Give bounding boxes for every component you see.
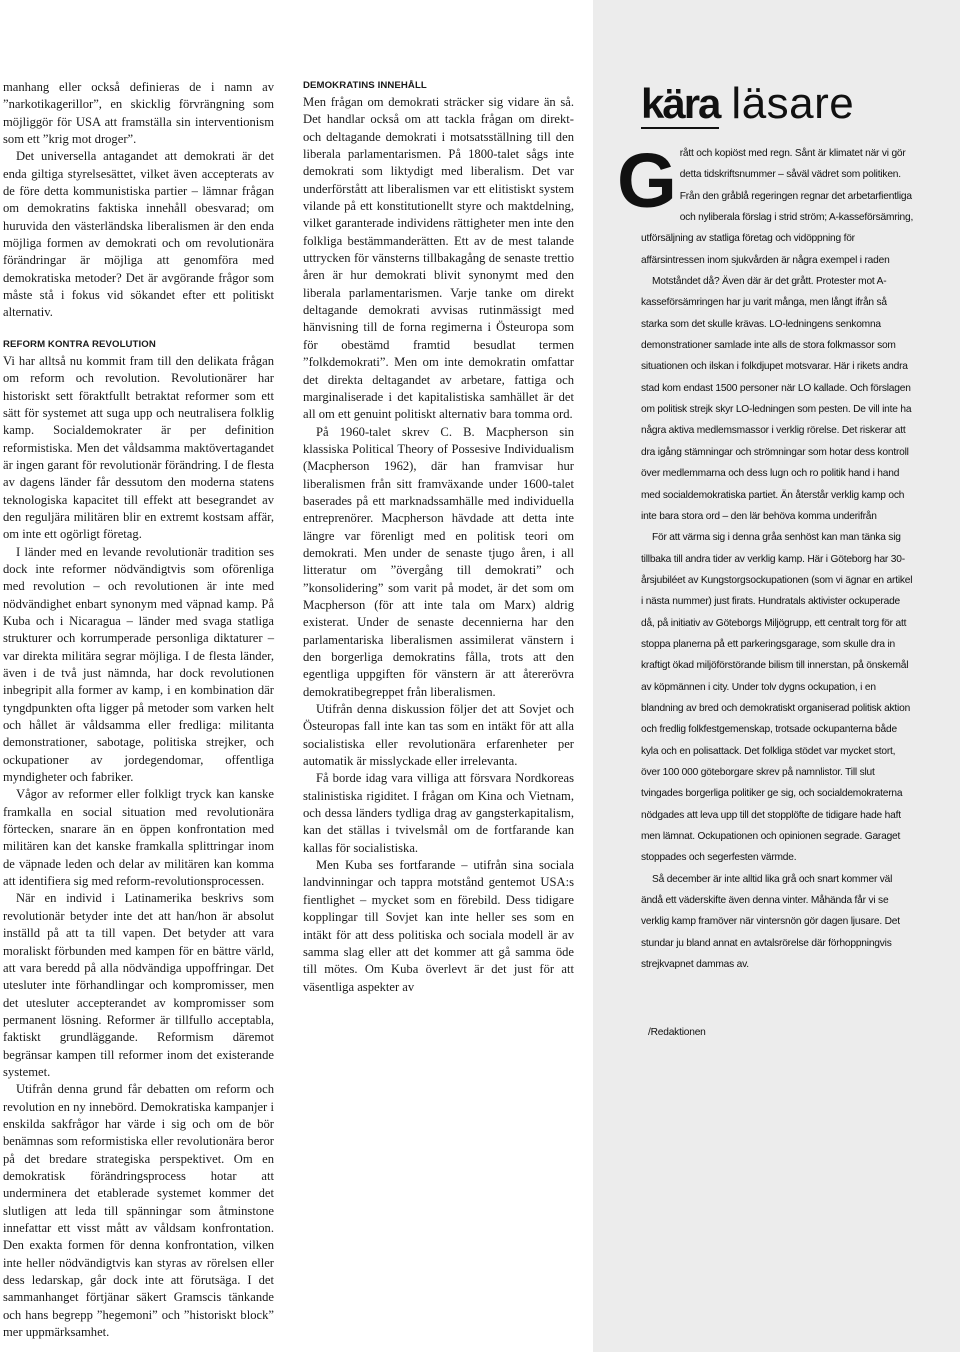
article-paragraph: Utifrån denna diskussion följer det att Sovjet och Östeuropas fall inte kan tas som en intäkt för att alla socialistiska eller revolutionära erfarenheter per automatik är misslyckade eller irrelevanta. — [303, 702, 574, 769]
article-paragraph: På 1960-talet skrev C. B. Macpherson sin klassiska Political Theory of Possesive Individualism (Macpherson 1962), där han framvisar hur liberalismen från sitt framväxande under 1600-talet baserades på ett marknadssamhälle med individuella entreprenörer. Macpherson hävdade att detta inte längre var förenligt med en politisk teori om demokrati. Men under de senaste tjugo åren, i all litteratur om ”övergång till demokrati” och ”konsolidering” som varit på modet, är det som om Macpherson (för att inte tala om Marx) aldrig existerat. Under de senaste decennierna har den parlamentariska liberalismen assimilerat vänstern i den borgerliga demokratins fålla, trots att den egentliga uppgiften för vänstern är att återerövra demokratibegreppet från liberalismen. — [303, 424, 574, 699]
drop-cap: G — [617, 138, 677, 224]
editorial-signature: /Redaktionen — [648, 1027, 706, 1039]
editorial-paragraph: För att värma sig i denna gråa senhöst kan man tänka sig tillbaka till andra tider av verklig kamp. Här i Göteborg har 30-årsjubiléet av Kungstorgsockupationen (som vi ägnar en artikel i nästa nummer) just firats. Hundratals aktivister ockuperade då, på initiativ av Göteborgs Miljögrupp, ett centralt torg för att stoppa planerna på ett parkeringsgarage, som skulle dra in kraftigt ökad miljöförstörande bilism till innerstan, på önskemål av köpmännen i city. Under tolv dygns ockupation, i en blandning av bred och demokratiskt organiserad politisk aktion och fredlig folkfestgemenskap, trotsade ockupanterna både kyla och en polisattack. Det folkliga stödet var mycket stort, över 100 000 göteborgare skrev på namnlistor. Till slut tvingades borgerliga politiker ge sig, och socialdemokraterna nödgades att leva upp till det stopplöfte de tidigare hade haft men lämnat. Ockupationen och opinionen segrade. Garaget stoppades och segerfesten värmde. — [641, 532, 913, 864]
article-paragraph: Få borde idag vara villiga att försvara Nordkoreas stalinistiska rigiditet. I frågan om Kina och Vietnam, och dessa länders tydliga drag av gangsterkapitalism, kan det ställas i tvivelsmål om de fortfarande kan kallas för socialistiska. — [303, 771, 574, 855]
editorial-paragraph: Så december är inte alltid lika grå och snart kommer väl ändå ett väderskifte även denna vinter. Måhända får vi se verklig kamp framöver när vintersnön gör dagen ljusare. Det stundar ju bland annat en avtalsrörelse där förhoppningvis strejkvapnet dammas av. — [641, 873, 900, 971]
article-column-1 — [3, 79, 274, 1341]
article-paragraph: manhang eller också definieras de i namn av ”narkotikagerillor”, en skicklig förvrängning som möjliggör för USA att framställa sin interventionism som ett ”krig mot droger”. — [3, 80, 274, 147]
editorial-first-paragraph — [617, 138, 914, 271]
article-paragraph: Men frågan om demokrati sträcker sig vidare än så. Det handlar också om att tackla frågan om direkt- och deltagande demokrati i motsatsställning till den liberala parlamentarismen. På 1800-talet sågs inte demokrati som liktydigt med liberalism. Det var underförstått att liberalismen var ett elitistiskt system vilande på ett konstitutionellt styre och maktdelning, vilket garanterade individens rättigheter men inte den folkliga bestämmanderätten. Ett av de mest talande uttrycken för vänsterns tillbakagång de senaste trettio åren är hur demokrati blivit synonymt med den liberala parlamentarismen. Varje tanke om direkt deltagande demokrati avvisas rutinmässigt med hänvisning till de forna regimerna i Östeuropa som för obestämd framtid besudlat termen ”folkdemokrati”. Men om inte demokratin omfattar det direkta deltagandet av arbetare, fattiga och marginaliserade i det kapitalistiska samhället är det all om ett genuint politiskt alternativ bara tomma ord. — [303, 95, 574, 422]
article-column-2 — [303, 79, 574, 996]
article-paragraph: Vi har alltså nu kommit fram till den delikata frågan om reform och revolution. Revolutionärer har historiskt sett föraktfullt betraktat reformer som ett sätt för systemet att suga upp och neutralisera folklig kamp. Socialdemokrater är per definition reformistiska. Men det våldsamma maktövertagandet är ingen garant för revolutionär förändring. I de flesta av dagens länder får dessutom den moderna statens teknologiska kapacitet till effekt att besegrandet av den reguljära militären blir en extremt kostsam affär, om inte ett ogörligt företag. — [3, 353, 274, 542]
article-paragraph: När en individ i Latinamerika beskrivs som revolutionär betyder inte det att han/hon är absolut inställd på att ta till vapen. Det betyder att vara moraliskt förbunden med kampen för en bättre värld, att vara beredd på alla nödvändiga uppoffringar. Det utesluter inte förhandlingar och kompromisser, men det utesluter accepterandet av kompromisser som permanent lösning. Reformer är tillfullo acceptabla, faktiskt grundläggande. Reformism däremot begränsar kampen till reformer inom det existerande systemet. — [3, 891, 274, 1079]
editorial-sidebar — [617, 79, 914, 1044]
article-paragraph: Det universella antagandet att demokrati är det enda giltiga styrelsesättet, vilket även accepterats av de före detta kommunistiska partier – lämnar frågan om demokratins faktiska innehåll obesvarad; om huruvida den västerländska liberalismen är den enda möjliga formen av demokrati och om revolutionära förändringar är möjliga att genomföra med demokratiska metoder? Det är avgörande frågor som måste stå i fokus vid sökandet efter ett politiskt alternativ. — [3, 149, 274, 320]
masthead-light: läsare — [731, 79, 855, 128]
article-paragraph: I länder med en levande revolutionär tradition ses dock inte reformer nödvändigtvis som oförenliga med revolution – och revolutionen är inte med nödvändighet enbart synonym med väpnad kamp. På Kuba och i Nicaragua – länder med svaga statliga strukturer och korrumperade personliga diktaturer – var direkta militära segrar möjliga. I de flesta länder, även i de två just nämnda, har dock revolutionen inbegripit alla former av kamp, i en kombination där tyngdpunkten ofta ligger på metoder som varken helt och hållet är våldsamma eller fredliga: militanta demonstrationer, sabotage, politiska strejker, och ockupationer av jordegendomar, offentliga myndigheter och fabriker. — [3, 544, 274, 785]
article-paragraph: Men Kuba ses fortfarande – utifrån sina sociala landvinningar och tappra motstånd gentemot USA:s fientlighet – mycket som en förebild. Dess tidigare kopplingar till Sovjet kan inte heller ses som en intäkt för att dess politiska och sociala modell är av samma slag eller att det kommer att gå samma öde till mötes. Om Kuba överlevt är det just för att väsentliga aspekter av — [303, 858, 574, 994]
editorial-paragraph: Motståndet då? Även där är det grått. Protester mot A-kasseförsämringen har ju varit många, men långt ifrån så starka som det skulle krävas. LO-ledningens senkomna demonstrationer samlade inte alls de stora folkmassor som situationen och ilskan i folkdjupet motsvarar. Här i rikets andra stad kom endast 1500 personer när LO kallade. Och förslagen om politisk strejk skyr LO-ledningen som pesten. De vill inte ha några aktiva medlemsmassor i verklig rörelse. Det riskerar att dra igång stämningar och strömningar som hotar dess kontroll över medlemmarna och dess lugn och ro politik hand i hand med socialdemokratiska partiet. Än återstår verklig kamp och inte bara stora ord – den lär behöva komma underifrån — [641, 276, 912, 522]
masthead — [641, 79, 914, 132]
section-heading-reform: REFORM KONTRA REVOLUTION — [3, 338, 156, 350]
section-heading-democracy: DEMOKRATINS INNEHÅLL — [303, 80, 427, 91]
article-paragraph: Utifrån denna grund får debatten om reform och revolution en ny innebörd. Demokratiska kampanjer i enskilda sakfrågor har värde i sig och om de bör benämnas som reformistiska eller revolutionära beror på det bredare strategiska perspektivet. Om en demokratisk förändringsprocess hotar att underminera det etablerade systemet kommer det slutligen att leda till spänningar som åtminstone innefattar ett visst mått av våldsam konfrontation. Den exakta formen för denna konfrontation, vilken inte heller nödvändigtvis kan styras av rörelsen eller dess ledarskap, går dock inte att förutsäga. I det sammanhanget förtjänar säkert Gramscis tänkande och hans begrepp ”hegemoni” och ”historiskt block” mer uppmärksamhet. — [3, 1082, 274, 1340]
masthead-bold: kära — [641, 80, 720, 127]
editorial-first-text: rått och kopiöst med regn. Sånt är klimatet när vi gör detta tidskriftsnummer – såväl vädret som politiken. Från den gråblå regeringen regnar det arbetarfientliga och nyliberala förslag i strid ström; A-kasseförsämring, utförsäljning av statliga företag och vidöppning för affärsintressen inom sjukvården är några exempel i raden — [641, 148, 914, 266]
article-paragraph: Vågor av reformer eller folkligt tryck kan kanske framkalla en social situation med revolutionära förtecken, snarare än en öppen konfrontation med militären kan det kanske framkalla splittringar inom de väpnade leden och delar av militären kan komma att identifiera sig med reform-revolutionsprocessen. — [3, 787, 274, 889]
